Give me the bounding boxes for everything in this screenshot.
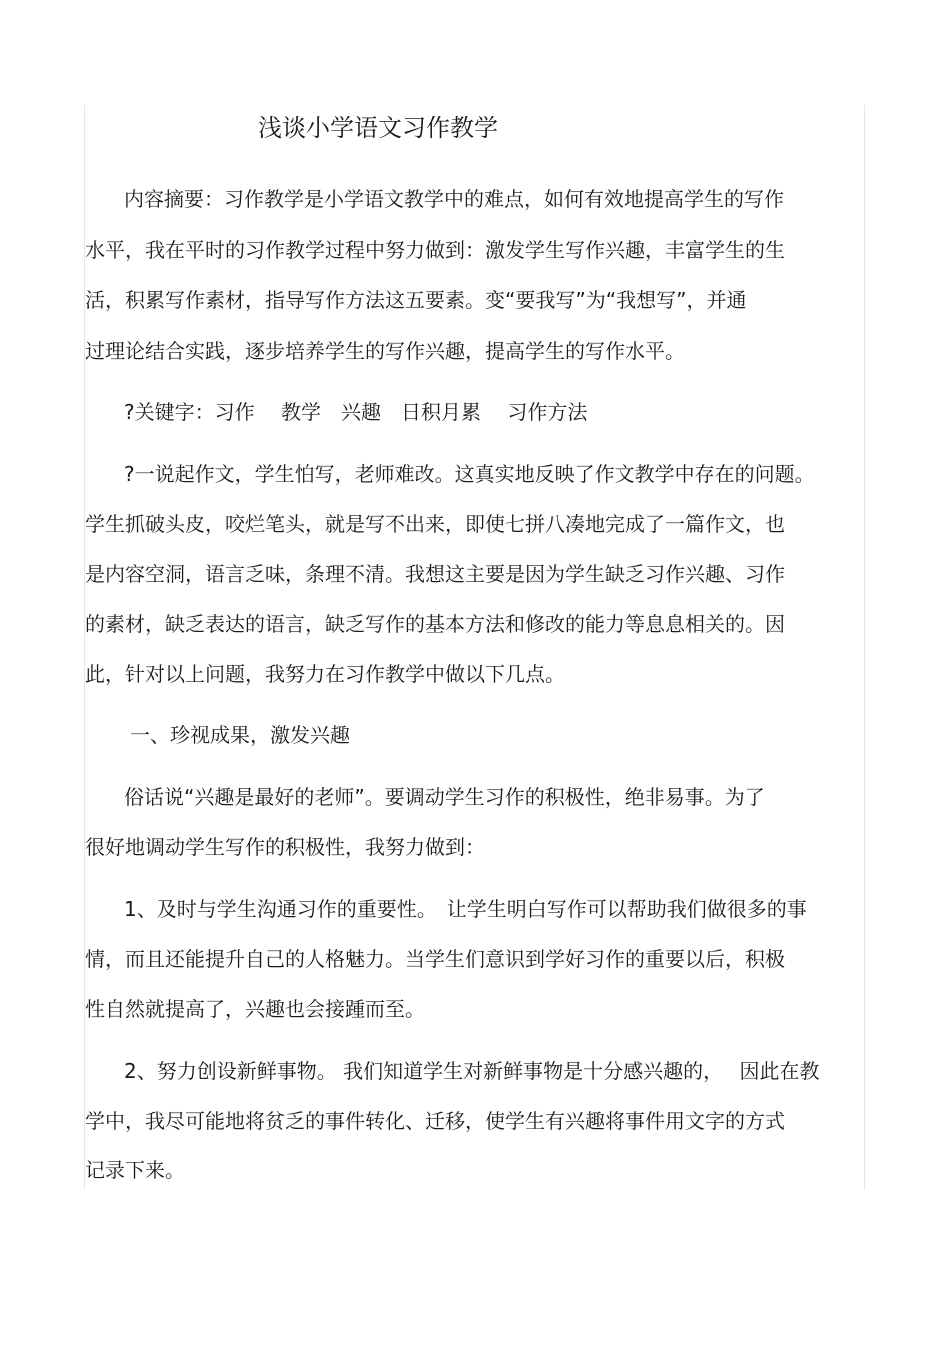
abstract-line: 水平，我在平时的习作教学过程中努力做到：激发学生写作兴趣，丰富学生的生 (85, 238, 785, 262)
abstract-line: 过理论结合实践，逐步培养学生的写作兴趣，提高学生的写作水平。 (85, 339, 685, 363)
body-line: 的素材，缺乏表达的语言，缺乏写作的基本方法和修改的能力等息息相关的。因 (85, 612, 785, 636)
right-margin-rule (864, 105, 865, 1190)
list-item-line: 2、努力创设新鲜事物。 我们知道学生对新鲜事物是十分感兴趣的， 因此在教 (124, 1059, 820, 1083)
list-item-line: 情，而且还能提升自己的人格魅力。当学生们意识到学好习作的重要以后，积极 (85, 947, 785, 971)
body-line: 学生抓破头皮，咬烂笔头，就是写不出来，即使七拼八凑地完成了一篇作文，也 (85, 512, 785, 536)
body-line: ?一说起作文，学生怕写，老师难改。这真实地反映了作文教学中存在的问题。 (124, 462, 815, 486)
document-title: 浅谈小学语文习作教学 (258, 114, 498, 142)
left-margin-rule (84, 105, 85, 1190)
list-item-line: 性自然就提高了，兴趣也会接踵而至。 (85, 997, 425, 1021)
body-line: 是内容空洞，语言乏味，条理不清。我想这主要是因为学生缺乏习作兴趣、习作 (85, 562, 785, 586)
section-heading: 一、珍视成果，激发兴趣 (130, 723, 350, 747)
abstract-line: 活，积累写作素材，指导写作方法这五要素。变“要我写”为“我想写”，并通 (85, 288, 747, 312)
abstract-line: 内容摘要：习作教学是小学语文教学中的难点，如何有效地提高学生的写作 (124, 187, 784, 211)
keywords-line: ?关键字：习作 教学 兴趣 日积月累 习作方法 (124, 400, 588, 424)
list-item-line: 学中，我尽可能地将贫乏的事件转化、迁移，使学生有兴趣将事件用文字的方式 (85, 1109, 785, 1133)
list-item-line: 1、及时与学生沟通习作的重要性。 让学生明白写作可以帮助我们做很多的事 (124, 897, 807, 921)
body-line: 俗话说“兴趣是最好的老师”。要调动学生习作的积极性，绝非易事。为了 (124, 785, 765, 809)
body-line: 此，针对以上问题，我努力在习作教学中做以下几点。 (85, 662, 565, 686)
body-line: 很好地调动学生写作的积极性，我努力做到： (85, 835, 485, 859)
list-item-line: 记录下来。 (85, 1158, 185, 1182)
